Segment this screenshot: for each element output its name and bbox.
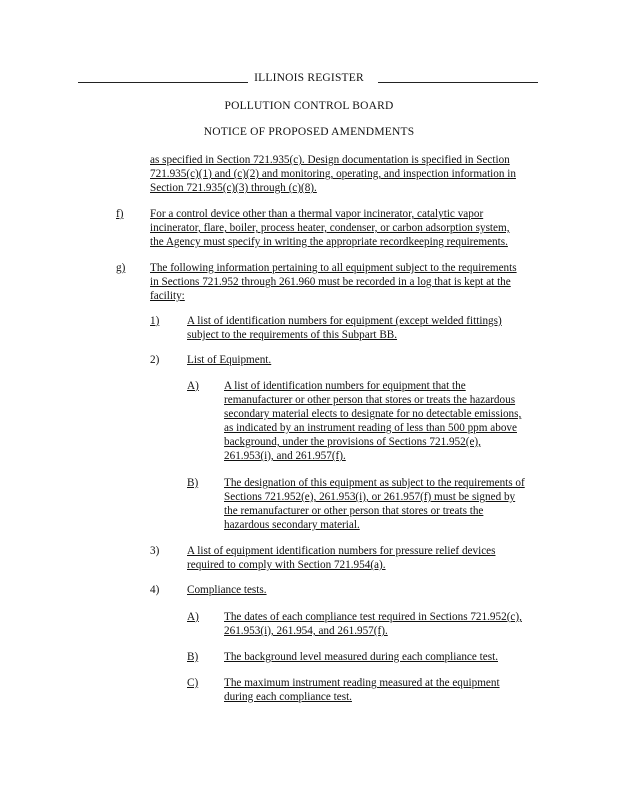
- register-title: ILLINOIS REGISTER: [254, 72, 364, 84]
- item-f-line: incinerator, flare, boiler, process heater, condenser, or carbon adsorption system,: [150, 222, 510, 234]
- item-g-marker: g): [116, 262, 126, 274]
- item-g2b-line: hazardous secondary material.: [224, 519, 360, 531]
- item-g2b-line: Sections 721.952(e), 261.953(i), or 261.957(f) must be signed by: [224, 491, 516, 503]
- notice-title: NOTICE OF PROPOSED AMENDMENTS: [203, 126, 415, 138]
- item-g2a-line: 261.953(i), and 261.957(f).: [224, 450, 346, 462]
- item-g2a-line: secondary material elects to designate for no detectable emissions,: [224, 408, 522, 420]
- item-g4a-line: 261.953(i), 261.954, and 261.957(f).: [224, 625, 388, 637]
- item-g4a-marker: A): [187, 611, 199, 623]
- agency-title: POLLUTION CONTROL BOARD: [224, 100, 394, 112]
- item-g2a-line: as indicated by an instrument reading of less than 500 ppm above: [224, 422, 517, 434]
- intro-line: as specified in Section 721.935(c). Design documentation is specified in Section: [150, 154, 510, 166]
- item-g4a-line: The dates of each compliance test required in Sections 721.952(c),: [224, 611, 522, 623]
- item-g2-line: List of Equipment.: [187, 354, 272, 366]
- item-g4b-line: The background level measured during each compliance test.: [224, 651, 498, 663]
- item-f-marker: f): [116, 208, 124, 220]
- item-g2a-line: remanufacturer or other person that stores or treats the hazardous: [224, 394, 516, 406]
- item-g4-marker: 4): [150, 584, 160, 596]
- item-g2b-marker: B): [187, 477, 199, 489]
- item-f-line: the Agency must specify in writing the appropriate recordkeeping requirements.: [150, 236, 508, 248]
- item-g1-line: subject to the requirements of this Subpart BB.: [187, 329, 398, 341]
- item-g1-marker: 1): [150, 315, 160, 327]
- item-g2a-marker: A): [187, 380, 199, 392]
- item-g2a-line: A list of identification numbers for equipment that the: [224, 380, 466, 392]
- item-g2b-line: the remanufacturer or other person that stores or treats the: [224, 505, 484, 517]
- item-f-line: For a control device other than a thermal vapor incinerator, catalytic vapor: [150, 208, 484, 220]
- item-g4b-marker: B): [187, 651, 199, 663]
- item-g4c-line: The maximum instrument reading measured at the equipment: [224, 677, 500, 689]
- item-g4-line: Compliance tests.: [187, 584, 267, 596]
- intro-line: 721.935(c)(1) and (c)(2) and monitoring, operating, and inspection information in: [150, 168, 516, 180]
- item-g4c-marker: C): [187, 677, 199, 689]
- item-g2a-line: background, under the provisions of Sections 721.952(e),: [224, 436, 481, 448]
- intro-line: Section 721.935(c)(3) through (c)(8).: [150, 182, 317, 194]
- item-g1-line: A list of identification numbers for equipment (except welded fittings): [187, 315, 502, 327]
- item-g2-marker: 2): [150, 354, 160, 366]
- item-g3-line: required to comply with Section 721.954(a).: [187, 559, 386, 571]
- item-g-line: facility:: [150, 290, 185, 302]
- item-g4c-line: during each compliance test.: [224, 691, 352, 703]
- item-g2b-line: The designation of this equipment as subject to the requirements of: [224, 477, 525, 489]
- item-g-line: in Sections 721.952 through 261.960 must be recorded in a log that is kept at the: [150, 276, 511, 288]
- item-g3-line: A list of equipment identification numbers for pressure relief devices: [187, 545, 496, 557]
- item-g3-marker: 3): [150, 545, 160, 557]
- item-g-line: The following information pertaining to all equipment subject to the requirements: [150, 262, 517, 274]
